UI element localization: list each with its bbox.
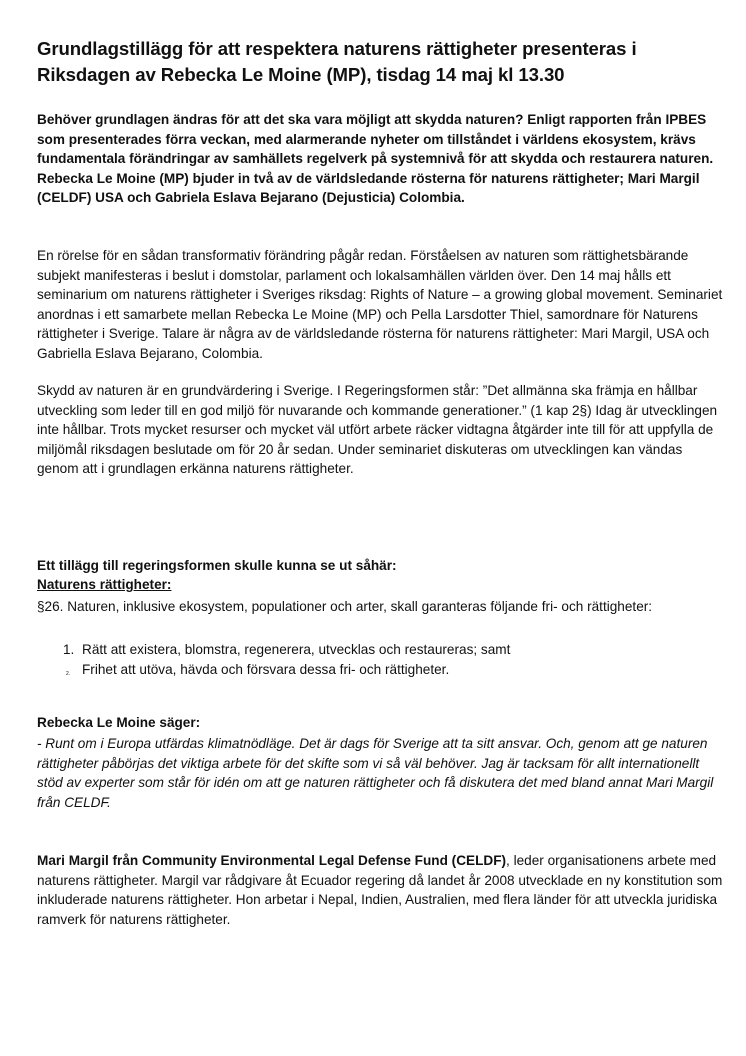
amendment-text: §26. Naturen, inklusive ekosystem, populationer och arter, skall garanteras följande fri- och rättigheter:	[37, 599, 653, 614]
quote-text: - Runt om i Europa utfärdas klimatnödläge. Det är dags för Sverige att ta sitt ansvar. Och, genom att ge naturen rättigheter påbörjas det viktiga arbete för det skifte som vi så väl behöver. Jag är tacksam för allt internationellt stöd av experter som står för idén om att ge naturen rättigheter och få diskutera det med bland annat Mari Margil från CELDF.	[37, 736, 714, 810]
page-title: Grundlagstillägg för att respektera naturens rättigheter presenteras i Riksdagen av Rebecka Le Moine (MP), tisdag 14 maj kl 13.30	[37, 38, 637, 85]
list-number: 1.	[63, 642, 75, 657]
amendment-list	[37, 640, 727, 680]
mari-margil-name: Mari Margil från Community Environmental Legal Defense Fund (CELDF)	[37, 853, 507, 868]
mari-margil-text: , leder organisationens arbete med naturens rättigheter. Margil var rådgivare åt Ecuador regering då landet år 2008 utvecklade en ny konstitution som inkluderade naturens rättigheter. Hon arbetar i Nepal, Indien, Australien, med flera länder för att utveckla juridiska ramverk för naturens rättigheter.	[37, 853, 723, 927]
list-item-text: Frihet att utöva, hävda och försvara dessa fri- och rättigheter.	[82, 662, 450, 677]
list-item-text: Rätt att existera, blomstra, regenerera, utvecklas och restaureras; samt	[82, 642, 511, 657]
list-number: 2.	[66, 671, 71, 677]
amendment-heading: Ett tillägg till regeringsformen skulle kunna se ut såhär:	[37, 558, 397, 573]
lead-paragraph: Behöver grundlagen ändras för att det ska vara möjligt att skydda naturen? Enligt rapporten från IPBES som presenterades förra veckan, med alarmerande nyheter om tillståndet i världens ekosystem, krävs fundamentala förändringar av samhällets regelverk på systemnivå för att skydda och restaurera naturen. Rebecka Le Moine (MP) bjuder in två av de världsledande rösterna för naturens rättigheter; Mari Margil (CELDF) USA och Gabriela Eslava Bejarano (Dejusticia) Colombia.	[37, 112, 714, 205]
list-item	[37, 640, 727, 660]
body-paragraph-2: Skydd av naturen är en grundvärdering i Sverige. I Regeringsformen står: ”Det allmänna ska främja en hållbar utveckling som leder till en god miljö för nuvarande och kommande generationer.” (1 kap 2§) Idag är utvecklingen inte hållbar. Trots mycket resurser och mycket väl utfört arbete räcker vidtagna åtgärder inte till för att uppfylla de miljömål riksdagen beslutade om för 20 år sedan. Under seminariet diskuteras om utvecklingen kan vändas genom att i grundlagen erkänna naturens rättigheter.	[37, 383, 718, 476]
amendment-subheading: Naturens rättigheter:	[37, 577, 172, 592]
body-paragraph-1: En rörelse för en sådan transformativ förändring pågår redan. Förståelsen av naturen som rättighetsbärande subjekt manifesteras i beslut i domstolar, parlament och lokalsamhällen världen över. Den 14 maj hålls ett seminarium om naturens rättigheter i Sveriges riksdag: Rights of Nature – a growing global movement. Seminariet anordnas i ett samarbete mellan Rebecka Le Moine (MP) och Pella Larsdotter Thiel, samordnare för Naturens rättigheter i Sverige. Talare är några av de världsledande rösterna för naturens rättigheter: Mari Margil, USA och Gabriella Eslava Bejarano, Colombia.	[37, 248, 723, 361]
list-item	[37, 660, 727, 680]
mari-margil-paragraph	[37, 851, 727, 929]
quote-heading: Rebecka Le Moine säger:	[37, 715, 201, 730]
